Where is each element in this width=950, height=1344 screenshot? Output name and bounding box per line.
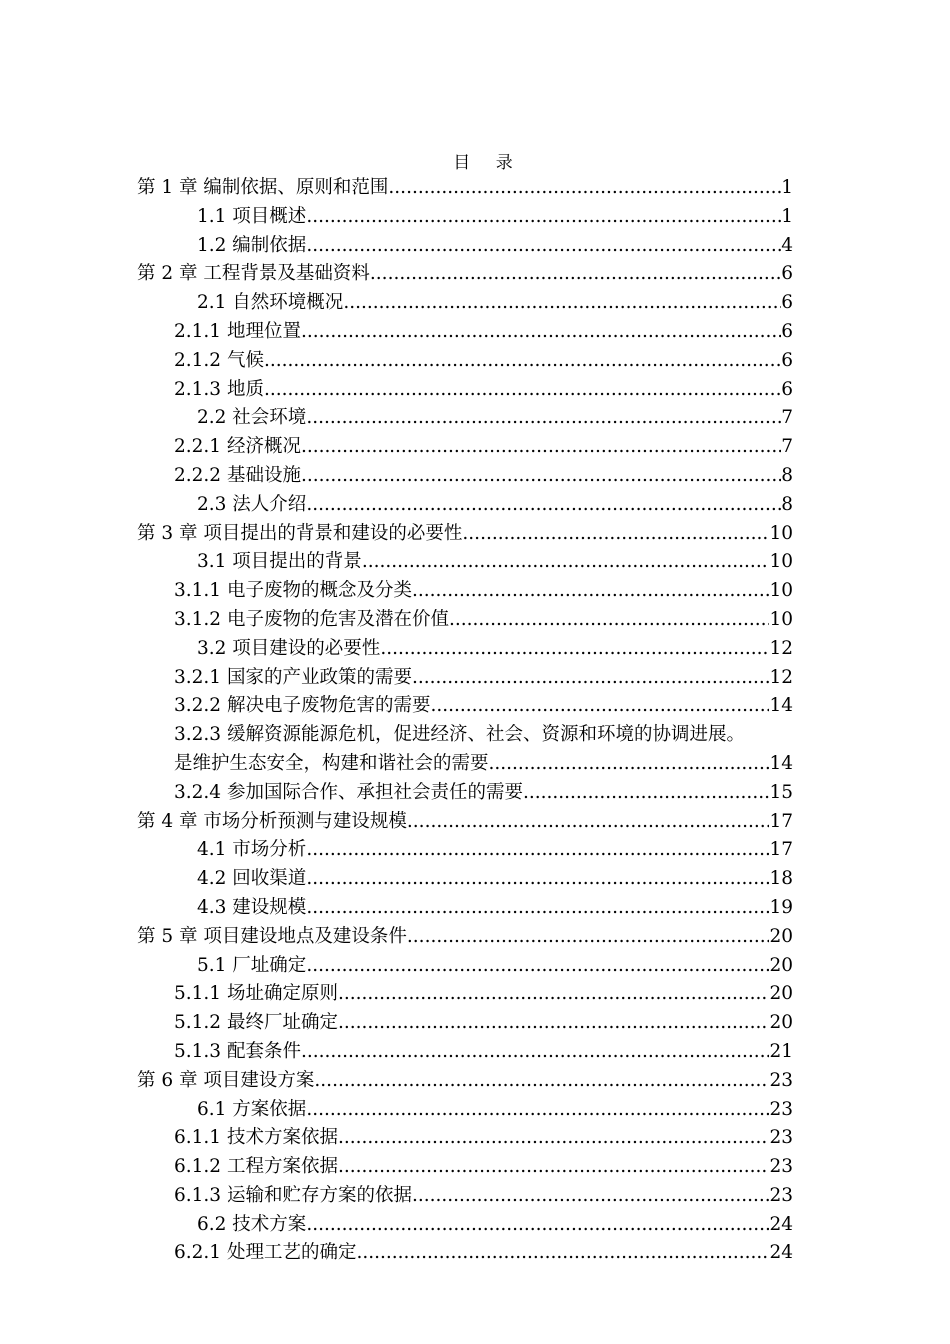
toc-entry-text: 第 6 章 项目建设方案: [137, 1069, 315, 1091]
toc-row: [0, 520, 950, 549]
toc-row: [0, 1211, 950, 1240]
dot-leader: [430, 692, 769, 721]
toc-section-entry[interactable]: [0, 1211, 793, 1240]
toc-entry-text: 第 1 章 编制依据、原则和范围: [137, 177, 389, 198]
toc-entry-text: 3.2.2 解决电子废物危害的需要: [174, 695, 431, 717]
dot-leader: [264, 376, 781, 405]
toc-section-entry[interactable]: [0, 404, 793, 433]
toc-row: [0, 865, 950, 894]
toc-entry-text: 4.2 回收渠道: [197, 868, 307, 890]
toc-entry-text: 2.3 法人介绍: [197, 493, 307, 515]
toc-entry-text: 2.2.2 基础设施: [174, 464, 301, 486]
toc-entry-text: 1.2 编制依据: [197, 234, 307, 256]
toc-entry-text: 2.2 社会环境: [197, 407, 307, 429]
toc-section-entry[interactable]: [0, 318, 793, 347]
toc-row: [0, 779, 950, 808]
toc-page-number: 23: [769, 1127, 793, 1149]
toc-chapter-entry[interactable]: [0, 1067, 793, 1096]
dot-leader: [306, 203, 781, 232]
dot-leader: [412, 577, 769, 606]
toc-section-entry[interactable]: [0, 1038, 793, 1067]
toc-section-entry[interactable]: [0, 1182, 793, 1211]
toc-row: [0, 894, 950, 923]
toc-section-entry[interactable]: [0, 289, 793, 318]
dot-leader: [264, 347, 781, 376]
toc-section-entry[interactable]: [0, 376, 793, 405]
toc-entry-text: 2.2.1 经济概况: [174, 436, 301, 458]
toc-section-entry[interactable]: [0, 1124, 793, 1153]
toc-row: [0, 1096, 950, 1125]
toc-chapter-entry[interactable]: [0, 923, 793, 952]
dot-leader: [338, 1153, 769, 1182]
toc-chapter-entry[interactable]: [0, 808, 793, 837]
toc-row: [0, 1038, 950, 1067]
toc-page-number: 20: [769, 954, 793, 976]
toc-entry-text: 第 2 章 工程背景及基础资料: [137, 263, 370, 285]
toc-page-number: 10: [769, 608, 793, 630]
toc-entry-text: 6.1.1 技术方案依据: [174, 1127, 338, 1149]
toc-entry-text: 6.1.2 工程方案依据: [174, 1156, 338, 1178]
toc-page-number: 21: [769, 1040, 793, 1062]
toc-page-number: 6: [781, 378, 793, 400]
dot-leader: [301, 462, 781, 491]
toc-entry-text: 2.1.2 气候: [174, 349, 264, 371]
toc-row: [0, 203, 950, 232]
toc-row: [0, 664, 950, 693]
toc-entry-text: 5.1.1 场址确定原则: [174, 983, 338, 1005]
toc-row: [0, 980, 950, 1009]
toc-section-entry[interactable]: [0, 635, 793, 664]
dot-leader: [306, 1211, 769, 1240]
toc-page-number: 7: [781, 436, 793, 458]
dot-leader: [301, 1038, 770, 1067]
dot-leader: [370, 260, 781, 289]
toc-row: [0, 174, 950, 203]
toc-page-number: 6: [781, 263, 793, 285]
toc-row: [0, 1239, 950, 1268]
toc-row: [0, 347, 950, 376]
toc-row: [0, 952, 950, 981]
toc-entry-text: 6.1.3 运输和贮存方案的依据: [174, 1184, 412, 1206]
dot-leader: [412, 1182, 769, 1211]
toc-title: 目 录: [453, 153, 523, 173]
dot-leader: [306, 952, 769, 981]
toc-page-number: 15: [769, 781, 793, 803]
toc-row: [0, 433, 950, 462]
toc-entry-text: 第 4 章 市场分析预测与建设规模: [137, 810, 407, 832]
toc-entry-text: 6.2.1 处理工艺的确定: [174, 1242, 357, 1264]
toc-section-entry[interactable]: [0, 1239, 793, 1268]
toc-entry-text: 3.1.1 电子废物的概念及分类: [174, 580, 412, 602]
toc-section-entry[interactable]: [0, 548, 793, 577]
dot-leader: [343, 289, 781, 318]
toc-entry-text: 3.1.2 电子废物的危害及潜在价值: [174, 608, 449, 630]
toc-page-number: 1: [781, 205, 793, 227]
toc-page-number: 17: [769, 810, 793, 832]
toc-row: [0, 808, 950, 837]
toc-row: [0, 577, 950, 606]
toc-chapter-entry[interactable]: [0, 174, 793, 203]
toc-section-entry[interactable]: [0, 433, 793, 462]
toc-entry-text: 第 3 章 项目提出的背景和建设的必要性: [137, 522, 463, 544]
toc-entry-text: 4.3 建设规模: [197, 896, 307, 918]
toc-page-number: 10: [769, 551, 793, 573]
toc-section-entry[interactable]: [0, 203, 793, 232]
toc-section-entry[interactable]: [0, 491, 793, 520]
dot-leader: [338, 1009, 769, 1038]
dot-leader: [306, 836, 769, 865]
toc-entry-text: 3.2.4 参加国际合作、承担社会责任的需要: [174, 781, 523, 803]
toc-row: [0, 923, 950, 952]
toc-page-number: 6: [781, 292, 793, 314]
dot-leader: [306, 1096, 769, 1125]
dot-leader: [314, 1067, 769, 1096]
dot-leader: [523, 779, 769, 808]
toc-row: [0, 692, 950, 721]
toc-row: [0, 635, 950, 664]
toc-row: [0, 376, 950, 405]
toc-page-number: 17: [769, 839, 793, 861]
toc-entry-text: 3.2.3 缓解资源能源危机，促进经济、社会、资源和环境的协调进展。: [174, 724, 745, 746]
toc-section-entry[interactable]: [0, 836, 793, 865]
toc-row: [0, 548, 950, 577]
toc-row: [0, 462, 950, 491]
toc-page-number: 23: [769, 1069, 793, 1091]
toc-row: [0, 1153, 950, 1182]
toc-page-number: 12: [769, 666, 793, 688]
toc-page-number: 18: [769, 868, 793, 890]
toc-page-number: 20: [769, 925, 793, 947]
dot-leader: [338, 1124, 769, 1153]
toc-entry-text: 是维护生态安全，构建和谐社会的需要: [174, 752, 489, 774]
toc-row: [0, 260, 950, 289]
toc-page-number: 6: [781, 349, 793, 371]
dot-leader: [306, 404, 781, 433]
dot-leader: [306, 232, 781, 261]
toc-page-number: 14: [769, 752, 793, 774]
toc-entry-text: 3.2 项目建设的必要性: [197, 637, 381, 659]
toc-chapter-entry[interactable]: [0, 260, 793, 289]
toc-page-number: 24: [769, 1213, 793, 1235]
dot-leader: [412, 664, 769, 693]
dot-leader: [362, 548, 770, 577]
toc-page-number: 20: [769, 983, 793, 1005]
toc-entry-text: 2.1 自然环境概况: [197, 292, 344, 314]
toc-row: [0, 491, 950, 520]
toc-section-entry[interactable]: [0, 1096, 793, 1125]
dot-leader: [449, 606, 769, 635]
dot-leader: [306, 865, 769, 894]
toc-entry-text: 2.1.1 地理位置: [174, 320, 301, 342]
toc-entry-text: 4.1 市场分析: [197, 839, 307, 861]
toc-page-number: 20: [769, 1012, 793, 1034]
toc-entry-text: 3.1 项目提出的背景: [197, 551, 362, 573]
toc-entry-text: 5.1.2 最终厂址确定: [174, 1012, 338, 1034]
dot-leader: [306, 894, 769, 923]
dot-leader: [301, 318, 781, 347]
dot-leader: [388, 174, 781, 203]
table-of-contents: [0, 174, 950, 1268]
toc-entry-text: 3.2.1 国家的产业政策的需要: [174, 666, 412, 688]
toc-entry-text: 6.1 方案依据: [197, 1098, 307, 1120]
toc-entry-text: 5.1 厂址确定: [197, 954, 307, 976]
toc-row: [0, 606, 950, 635]
toc-page-number: 19: [769, 896, 793, 918]
toc-page-number: 14: [769, 695, 793, 717]
toc-row: [0, 1182, 950, 1211]
toc-page-number: 10: [769, 580, 793, 602]
dot-leader: [380, 635, 769, 664]
toc-row: [0, 404, 950, 433]
toc-section-entry[interactable]: [0, 1153, 793, 1182]
toc-entry-text: 6.2 技术方案: [197, 1213, 307, 1235]
toc-row: [0, 289, 950, 318]
toc-section-entry[interactable]: [0, 347, 793, 376]
toc-section-entry[interactable]: [0, 1009, 793, 1038]
toc-section-entry[interactable]: [0, 462, 793, 491]
toc-page-number: 4: [781, 234, 793, 256]
dot-leader: [407, 808, 770, 837]
toc-section-entry[interactable]: [0, 894, 793, 923]
toc-section-entry[interactable]: [0, 952, 793, 981]
dot-leader: [356, 1239, 769, 1268]
toc-row: [0, 750, 950, 779]
toc-page-number: 24: [769, 1242, 793, 1264]
toc-entry-text: 2.1.3 地质: [174, 378, 264, 400]
toc-section-entry[interactable]: [0, 692, 793, 721]
toc-section-entry[interactable]: [0, 232, 793, 261]
toc-row: [0, 232, 950, 261]
toc-page-number: 7: [781, 407, 793, 429]
toc-section-entry[interactable]: [0, 577, 793, 606]
toc-section-entry[interactable]: [0, 750, 793, 779]
toc-page-number: 23: [769, 1184, 793, 1206]
dot-leader: [301, 433, 781, 462]
dot-leader: [338, 980, 769, 1009]
toc-section-entry[interactable]: [0, 664, 793, 693]
toc-row: [0, 1009, 950, 1038]
toc-page-number: 8: [781, 493, 793, 515]
toc-page-number: 1: [781, 177, 793, 198]
toc-row: [0, 836, 950, 865]
toc-page-number: 6: [781, 320, 793, 342]
toc-page-number: 8: [781, 464, 793, 486]
toc-entry-text: 第 5 章 项目建设地点及建设条件: [137, 925, 407, 947]
toc-row: [0, 1124, 950, 1153]
toc-row: [0, 1067, 950, 1096]
toc-section-entry[interactable]: [0, 779, 793, 808]
dot-leader: [462, 520, 769, 549]
toc-page-number: 10: [769, 522, 793, 544]
toc-section-entry[interactable]: [0, 865, 793, 894]
dot-leader: [306, 491, 781, 520]
toc-page-number: 12: [769, 637, 793, 659]
toc-entry-text: 5.1.3 配套条件: [174, 1040, 301, 1062]
dot-leader: [489, 750, 770, 779]
toc-section-entry[interactable]: [0, 606, 793, 635]
toc-row: [0, 721, 950, 750]
toc-entry-text: 1.1 项目概述: [197, 205, 307, 227]
toc-section-entry[interactable]: [0, 980, 793, 1009]
toc-chapter-entry[interactable]: [0, 520, 793, 549]
toc-page-number: 23: [769, 1156, 793, 1178]
dot-leader: [407, 923, 770, 952]
toc-row: [0, 318, 950, 347]
toc-page-number: 23: [769, 1098, 793, 1120]
